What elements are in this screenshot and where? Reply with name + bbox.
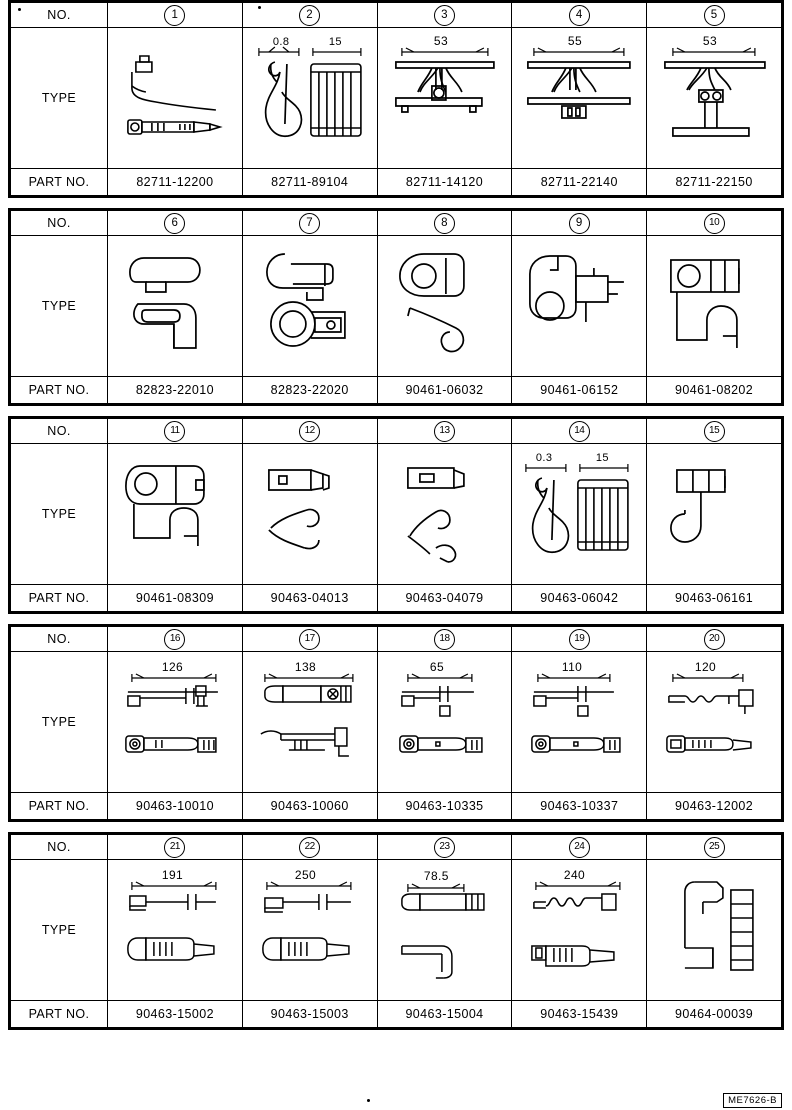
parts-table-block (8, 416, 784, 614)
band-clamp-illustration (243, 860, 377, 1000)
table-row-type (11, 28, 782, 169)
table-row-no (11, 211, 782, 236)
part-number-cell: 82711-14120 (377, 169, 512, 196)
row-label-part-no: PART NO. (11, 169, 108, 196)
row-label-type: TYPE (11, 652, 108, 793)
part-number-cell: 90463-10060 (242, 793, 377, 820)
svg-text:65: 65 (429, 660, 444, 674)
row-label-part-no: PART NO. (11, 1001, 108, 1028)
hook-clip-illustration (647, 444, 781, 584)
part-illustration-cell (377, 236, 512, 377)
item-number-cell (242, 835, 377, 860)
item-number-cell (512, 419, 647, 444)
table-row-no (11, 3, 782, 28)
parts-table-block (8, 208, 784, 406)
parts-table-block (8, 0, 784, 198)
part-number-cell: 90463-10337 (512, 793, 647, 820)
part-number-cell: 82823-22020 (242, 377, 377, 404)
parts-table (10, 626, 782, 820)
item-number-badge: 7 (299, 213, 320, 234)
row-label-part-no: PART NO. (11, 585, 108, 612)
part-number-cell: 90461-06032 (377, 377, 512, 404)
row-label-no: NO. (11, 3, 108, 28)
table-row-no (11, 627, 782, 652)
part-number-cell: 90463-15002 (108, 1001, 243, 1028)
item-number-cell (512, 627, 647, 652)
item-number-cell (242, 627, 377, 652)
item-number-badge: 18 (434, 629, 455, 650)
part-number-cell: 82711-22140 (512, 169, 647, 196)
parts-table-block (8, 624, 784, 822)
tape-clamp-illustration (243, 28, 377, 168)
table-row-part-no (11, 793, 782, 820)
item-number-badge: 24 (569, 837, 590, 858)
part-illustration-cell (647, 860, 782, 1001)
part-number-cell: 90463-06161 (647, 585, 782, 612)
part-illustration-cell (377, 860, 512, 1001)
svg-text:250: 250 (294, 868, 316, 882)
band-clamp-illustration (647, 652, 781, 792)
svg-text:240: 240 (564, 868, 586, 882)
parts-table (10, 210, 782, 404)
part-illustration-cell (242, 236, 377, 377)
document-code: ME7626-B (723, 1093, 782, 1108)
part-number-cell: 90463-06042 (512, 585, 647, 612)
item-number-badge: 13 (434, 421, 455, 442)
part-number-cell: 82711-12200 (108, 169, 243, 196)
part-number-cell: 82711-89104 (242, 169, 377, 196)
table-row-part-no (11, 1001, 782, 1028)
item-number-badge: 21 (164, 837, 185, 858)
parts-table (10, 418, 782, 612)
connector-housing-illustration (108, 236, 242, 376)
svg-text:126: 126 (161, 660, 184, 674)
item-number-cell (108, 627, 243, 652)
part-illustration-cell (108, 652, 243, 793)
part-illustration-cell (108, 860, 243, 1001)
item-number-cell (242, 419, 377, 444)
table-row-part-no (11, 377, 782, 404)
part-number-cell: 90461-08202 (647, 377, 782, 404)
part-number-cell: 90463-15439 (512, 1001, 647, 1028)
part-illustration-cell (647, 236, 782, 377)
part-illustration-cell (647, 28, 782, 169)
table-row-no (11, 835, 782, 860)
item-number-badge: 14 (569, 421, 590, 442)
svg-text:191: 191 (161, 868, 184, 882)
item-number-cell (512, 3, 647, 28)
ring-clamp-illustration (647, 236, 781, 376)
ring-clamp-illustration (512, 236, 646, 376)
table-row-no (11, 419, 782, 444)
part-illustration-cell (647, 652, 782, 793)
ring-clamp-illustration (378, 236, 512, 376)
table-row-part-no (11, 585, 782, 612)
connector-housing-illustration (243, 236, 377, 376)
band-clamp-illustration (378, 860, 512, 1000)
part-number-cell: 90461-06152 (512, 377, 647, 404)
svg-text:15: 15 (596, 452, 610, 464)
svg-text:55: 55 (568, 34, 583, 48)
svg-text:53: 53 (433, 34, 448, 48)
part-illustration-cell (108, 444, 243, 585)
svg-text:138: 138 (294, 660, 316, 674)
part-illustration-cell (512, 28, 647, 169)
item-number-badge: 11 (164, 421, 185, 442)
band-clamp-illustration (512, 860, 646, 1000)
tape-clamp-illustration (512, 444, 646, 584)
part-number-cell: 90463-15003 (242, 1001, 377, 1028)
part-number-cell: 90463-12002 (647, 793, 782, 820)
item-number-cell (647, 419, 782, 444)
part-illustration-cell (512, 444, 647, 585)
table-row-type (11, 236, 782, 377)
hook-clip-illustration (378, 444, 512, 584)
item-number-badge: 10 (704, 213, 725, 234)
item-number-cell (377, 835, 512, 860)
svg-text:78.5: 78.5 (423, 869, 449, 883)
row-label-type: TYPE (11, 236, 108, 377)
table-row-part-no (11, 169, 782, 196)
item-number-badge: 4 (569, 5, 590, 26)
part-number-cell: 90464-00039 (647, 1001, 782, 1028)
band-clamp-illustration (512, 652, 646, 792)
item-number-cell (242, 211, 377, 236)
row-label-part-no: PART NO. (11, 793, 108, 820)
svg-text:0.8: 0.8 (272, 36, 290, 48)
part-number-cell: 90463-10010 (108, 793, 243, 820)
item-number-cell (108, 835, 243, 860)
parts-table (10, 834, 782, 1028)
item-number-badge: 25 (704, 837, 725, 858)
ring-clamp-illustration (108, 444, 242, 584)
svg-text:0.3: 0.3 (536, 452, 553, 464)
part-number-cell: 90463-15004 (377, 1001, 512, 1028)
part-illustration-cell (242, 860, 377, 1001)
clip-strap-illustration (108, 28, 242, 168)
svg-text:15: 15 (328, 36, 342, 48)
band-clamp-illustration (243, 652, 377, 792)
item-number-cell (377, 211, 512, 236)
part-number-cell: 82823-22010 (108, 377, 243, 404)
row-label-no: NO. (11, 627, 108, 652)
item-number-badge: 1 (164, 5, 185, 26)
item-number-badge: 15 (704, 421, 725, 442)
row-label-no: NO. (11, 419, 108, 444)
part-number-cell: 90461-08309 (108, 585, 243, 612)
part-illustration-cell (512, 860, 647, 1001)
part-illustration-cell (647, 444, 782, 585)
item-number-badge: 16 (164, 629, 185, 650)
item-number-cell (647, 211, 782, 236)
item-number-cell (108, 3, 243, 28)
double-clamp-illustration (512, 28, 646, 168)
item-number-badge: 9 (569, 213, 590, 234)
registration-dot (367, 1099, 370, 1102)
item-number-cell (377, 627, 512, 652)
part-number-cell: 90463-04079 (377, 585, 512, 612)
band-clamp-illustration (108, 860, 242, 1000)
item-number-badge: 20 (704, 629, 725, 650)
part-illustration-cell (242, 444, 377, 585)
part-illustration-cell (512, 652, 647, 793)
item-number-badge: 12 (299, 421, 320, 442)
part-illustration-cell (377, 444, 512, 585)
item-number-cell (242, 3, 377, 28)
item-number-cell (647, 627, 782, 652)
item-number-cell (108, 419, 243, 444)
part-number-cell: 90463-10335 (377, 793, 512, 820)
hook-clip-illustration (243, 444, 377, 584)
band-clamp-illustration (108, 652, 242, 792)
item-number-cell (377, 3, 512, 28)
item-number-cell (377, 419, 512, 444)
row-label-no: NO. (11, 835, 108, 860)
svg-text:53: 53 (703, 34, 718, 48)
hook-clip-illustration (647, 860, 781, 1000)
item-number-cell (647, 3, 782, 28)
row-label-type: TYPE (11, 28, 108, 169)
table-row-type (11, 652, 782, 793)
part-illustration-cell (377, 652, 512, 793)
item-number-cell (647, 835, 782, 860)
item-number-badge: 22 (299, 837, 320, 858)
item-number-badge: 2 (299, 5, 320, 26)
double-clamp-illustration (647, 28, 781, 168)
item-number-cell (108, 211, 243, 236)
part-illustration-cell (108, 236, 243, 377)
part-number-cell: 82711-22150 (647, 169, 782, 196)
item-number-badge: 19 (569, 629, 590, 650)
svg-text:110: 110 (562, 660, 583, 674)
row-label-type: TYPE (11, 444, 108, 585)
part-illustration-cell (242, 28, 377, 169)
table-row-type (11, 444, 782, 585)
band-clamp-illustration (378, 652, 512, 792)
item-number-cell (512, 835, 647, 860)
item-number-badge: 3 (434, 5, 455, 26)
part-number-cell: 90463-04013 (242, 585, 377, 612)
item-number-badge: 6 (164, 213, 185, 234)
table-row-type (11, 860, 782, 1001)
part-illustration-cell (242, 652, 377, 793)
item-number-badge: 8 (434, 213, 455, 234)
parts-table-block (8, 832, 784, 1030)
item-number-badge: 17 (299, 629, 320, 650)
svg-text:120: 120 (695, 660, 717, 674)
parts-table (10, 2, 782, 196)
row-label-no: NO. (11, 211, 108, 236)
part-illustration-cell (377, 28, 512, 169)
part-illustration-cell (512, 236, 647, 377)
item-number-badge: 23 (434, 837, 455, 858)
part-illustration-cell (108, 28, 243, 169)
row-label-part-no: PART NO. (11, 377, 108, 404)
row-label-type: TYPE (11, 860, 108, 1001)
item-number-badge: 5 (704, 5, 725, 26)
item-number-cell (512, 211, 647, 236)
double-clamp-illustration (378, 28, 512, 168)
